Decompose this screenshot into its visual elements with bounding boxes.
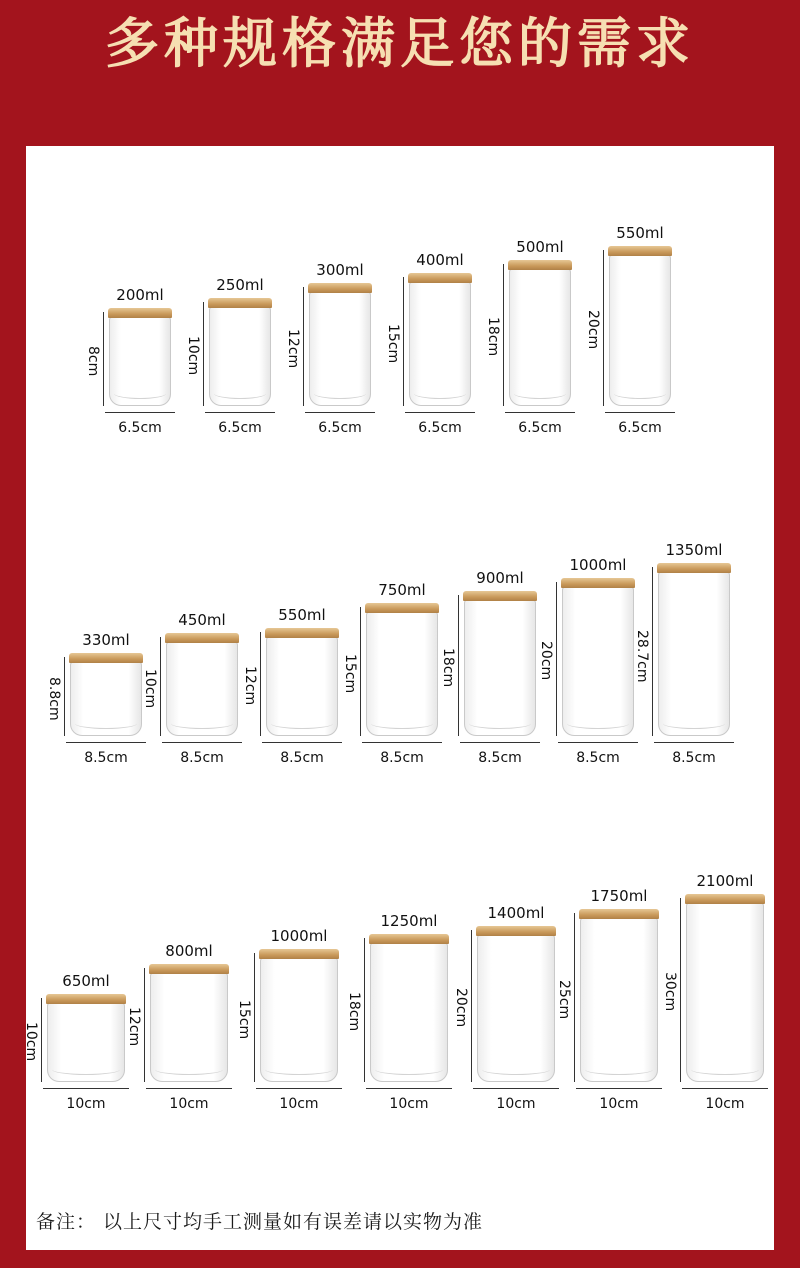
width-label: 10cm [496, 1096, 536, 1112]
width-dimension-line [262, 742, 342, 743]
footnote: 备注： 以上尺寸均手工测量如有误差请以实物为准 [36, 1211, 484, 1233]
capacity-label: 200ml [116, 286, 164, 304]
height-label: 20cm [453, 988, 469, 1028]
capacity-label: 750ml [378, 581, 426, 599]
width-label: 6.5cm [418, 420, 462, 436]
glass-jar [70, 661, 142, 736]
height-label: 12cm [126, 1007, 142, 1047]
height-label: 18cm [485, 317, 501, 357]
height-label: 12cm [285, 328, 301, 369]
glass-jar [260, 957, 338, 1082]
height-label: 28.7cm [634, 629, 650, 683]
width-dimension-line [146, 1088, 232, 1089]
width-dimension-line [205, 412, 275, 413]
bamboo-lid [108, 308, 172, 318]
glass-jar [658, 571, 730, 736]
height-dimension-line [503, 264, 504, 406]
width-label: 10cm [705, 1096, 745, 1112]
height-dimension-line [203, 302, 204, 406]
jar-item [585, 224, 671, 436]
page-title: 多种规格满足您的需求 [105, 12, 695, 75]
height-dimension-line [574, 913, 575, 1082]
capacity-label: 2100ml [696, 872, 754, 890]
width-label: 8.5cm [180, 750, 224, 766]
height-label: 10cm [142, 668, 158, 709]
capacity-label: 1000ml [270, 927, 328, 945]
width-label: 8.5cm [576, 750, 620, 766]
width-label: 8.5cm [84, 750, 128, 766]
width-dimension-line [362, 742, 442, 743]
height-dimension-line [680, 898, 681, 1082]
glass-jar [166, 641, 238, 736]
jar-item [453, 904, 555, 1112]
bamboo-lid [685, 894, 765, 904]
glass-jar [309, 291, 371, 406]
width-label: 8.5cm [478, 750, 522, 766]
height-dimension-line [260, 632, 261, 736]
height-label: 15cm [342, 653, 358, 694]
width-dimension-line [405, 412, 475, 413]
glass-jar [370, 942, 448, 1082]
glass-jar [477, 934, 555, 1082]
capacity-label: 1000ml [569, 556, 627, 574]
jar-item [46, 631, 142, 766]
glass-jar [580, 917, 658, 1082]
bamboo-lid [508, 260, 572, 270]
height-label: 12cm [242, 666, 258, 706]
bamboo-lid [561, 578, 635, 588]
capacity-label: 1750ml [590, 887, 648, 905]
height-dimension-line [652, 567, 653, 736]
jar-item [346, 912, 448, 1112]
jar-item [342, 581, 438, 766]
jar-item [385, 251, 471, 436]
glass-jar [509, 268, 571, 406]
bamboo-lid [408, 273, 472, 283]
bamboo-lid [208, 298, 272, 308]
height-dimension-line [458, 595, 459, 736]
width-dimension-line [505, 412, 575, 413]
height-dimension-line [144, 968, 145, 1082]
capacity-label: 300ml [316, 261, 364, 279]
height-label: 10cm [23, 1022, 39, 1062]
bamboo-lid [365, 603, 439, 613]
capacity-label: 450ml [178, 611, 226, 629]
bamboo-lid [149, 964, 229, 974]
glass-jar [609, 254, 671, 406]
capacity-label: 650ml [62, 972, 110, 990]
jar-item [126, 942, 228, 1112]
width-dimension-line [576, 1088, 662, 1089]
capacity-label: 550ml [278, 606, 326, 624]
jar-item [23, 972, 125, 1112]
height-label: 18cm [440, 647, 456, 688]
jar-item [185, 276, 271, 436]
jar-item [440, 569, 536, 766]
width-label: 10cm [599, 1096, 639, 1112]
width-dimension-line [105, 412, 175, 413]
glass-jar [409, 281, 471, 406]
height-label: 18cm [346, 992, 362, 1032]
width-dimension-line [473, 1088, 559, 1089]
height-label: 15cm [385, 323, 401, 364]
jar-item [142, 611, 238, 766]
capacity-label: 500ml [516, 238, 564, 256]
bamboo-lid [69, 653, 143, 663]
capacity-label: 1400ml [487, 904, 545, 922]
height-dimension-line [254, 953, 255, 1082]
glass-jar [686, 902, 764, 1082]
width-label: 10cm [169, 1096, 209, 1112]
height-dimension-line [64, 657, 65, 736]
height-dimension-line [403, 277, 404, 406]
capacity-label: 330ml [82, 631, 130, 649]
jar-item [85, 286, 171, 436]
capacity-label: 900ml [476, 569, 524, 587]
height-label: 20cm [538, 641, 554, 681]
bamboo-lid [46, 994, 126, 1004]
jar-item [538, 556, 634, 766]
height-dimension-line [303, 287, 304, 406]
glass-jar [109, 316, 171, 406]
width-label: 8.5cm [280, 750, 324, 766]
width-dimension-line [460, 742, 540, 743]
bamboo-lid [579, 909, 659, 919]
height-dimension-line [556, 582, 557, 736]
height-label: 10cm [185, 336, 201, 376]
height-label: 8cm [85, 345, 101, 377]
width-label: 10cm [66, 1096, 106, 1112]
width-label: 6.5cm [218, 420, 262, 436]
bamboo-lid [369, 934, 449, 944]
jar-item [285, 261, 371, 436]
bamboo-lid [308, 283, 372, 293]
glass-jar [266, 636, 338, 736]
glass-jar [366, 611, 438, 736]
capacity-label: 1350ml [665, 541, 723, 559]
width-dimension-line [256, 1088, 342, 1089]
width-dimension-line [66, 742, 146, 743]
width-dimension-line [558, 742, 638, 743]
height-label: 30cm [662, 972, 678, 1012]
width-label: 6.5cm [518, 420, 562, 436]
height-dimension-line [103, 312, 104, 406]
width-dimension-line [162, 742, 242, 743]
jar-item [556, 887, 658, 1112]
height-dimension-line [41, 998, 42, 1082]
jar-item [236, 927, 338, 1112]
jar-item [634, 541, 730, 766]
jar-item [485, 238, 571, 436]
bamboo-lid [476, 926, 556, 936]
bamboo-lid [165, 633, 239, 643]
glass-jar [150, 972, 228, 1082]
height-dimension-line [471, 930, 472, 1082]
height-dimension-line [603, 250, 604, 406]
capacity-label: 800ml [165, 942, 213, 960]
width-label: 8.5cm [672, 750, 716, 766]
width-dimension-line [43, 1088, 129, 1089]
bamboo-lid [265, 628, 339, 638]
width-label: 6.5cm [618, 420, 662, 436]
jar-item [662, 872, 764, 1112]
width-label: 10cm [279, 1096, 319, 1112]
width-label: 6.5cm [118, 420, 162, 436]
width-label: 8.5cm [380, 750, 424, 766]
glass-jar [464, 599, 536, 736]
width-label: 10cm [389, 1096, 429, 1112]
height-dimension-line [160, 637, 161, 736]
glass-jar [47, 1002, 125, 1082]
width-dimension-line [366, 1088, 452, 1089]
width-dimension-line [605, 412, 675, 413]
jar-item [242, 606, 338, 766]
height-dimension-line [360, 607, 361, 736]
height-label: 25cm [556, 979, 572, 1020]
height-dimension-line [364, 938, 365, 1082]
width-label: 6.5cm [318, 420, 362, 436]
width-dimension-line [654, 742, 734, 743]
glass-jar [562, 586, 634, 736]
bamboo-lid [657, 563, 731, 573]
glass-jar [209, 306, 271, 406]
height-label: 8.8cm [46, 676, 62, 721]
width-dimension-line [305, 412, 375, 413]
capacity-label: 1250ml [380, 912, 438, 930]
bamboo-lid [463, 591, 537, 601]
bamboo-lid [608, 246, 672, 256]
height-label: 15cm [236, 999, 252, 1040]
height-label: 20cm [585, 310, 601, 350]
bamboo-lid [259, 949, 339, 959]
capacity-label: 250ml [216, 276, 264, 294]
capacity-label: 550ml [616, 224, 664, 242]
capacity-label: 400ml [416, 251, 464, 269]
width-dimension-line [682, 1088, 768, 1089]
